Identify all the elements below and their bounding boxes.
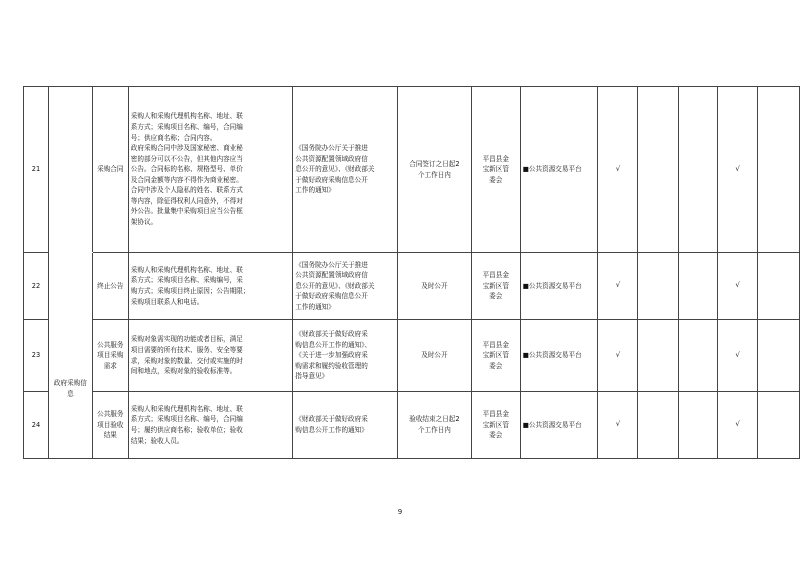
content-cell bbox=[128, 253, 293, 320]
empty-cell bbox=[638, 392, 679, 459]
row-number-cell: 24 bbox=[24, 392, 49, 459]
timing-cell bbox=[398, 320, 472, 392]
basis-cell-line: 息公开的意见》、《财政部关 bbox=[295, 165, 375, 174]
item-cell: 公共服务项目验收结果 bbox=[92, 392, 128, 459]
timing-cell bbox=[398, 253, 472, 320]
empty-cell bbox=[758, 392, 800, 459]
row-number-cell: 22 bbox=[24, 253, 49, 320]
channel-cell: ■公共资源交易平台 bbox=[520, 253, 598, 320]
item-cell: 终止公告 bbox=[92, 253, 128, 320]
subject-cell-line: 委会 bbox=[489, 292, 503, 301]
content-cell-line: 结果；验收人员。 bbox=[130, 436, 184, 445]
mark-cell-a: √ bbox=[598, 87, 638, 253]
content-cell-line: 系方式；采购项目名称、编号，合同编 bbox=[130, 123, 243, 132]
empty-cell bbox=[679, 87, 718, 253]
basis-cell-line: 工作的通知》 bbox=[295, 302, 335, 311]
subject-cell-line: 委会 bbox=[489, 431, 503, 440]
basis-cell-line: 于做好政府采购信息公开 bbox=[295, 292, 368, 301]
timing-cell-line: 及时公开 bbox=[421, 281, 448, 290]
mark-cell-b: √ bbox=[718, 320, 758, 392]
channel-cell: ■公共资源交易平台 bbox=[520, 87, 598, 253]
empty-cell bbox=[758, 253, 800, 320]
mark-cell-a: √ bbox=[598, 253, 638, 320]
content-cell-line: 求，采购对象的数量、交付或实施的时 bbox=[130, 356, 243, 365]
empty-cell bbox=[679, 320, 718, 392]
subject-cell-line: 平昌县金 bbox=[482, 340, 509, 349]
content-cell-line: 购方式；采购项目终止原因；公告期限； bbox=[130, 287, 250, 295]
basis-cell-line: 公共资源配置领域政府信 bbox=[295, 271, 368, 280]
subject-cell-line: 平昌县金 bbox=[482, 154, 509, 163]
timing-cell-line: 验收结束之日起2 bbox=[409, 415, 460, 424]
basis-cell-line: 《国务院办公厅关于推进 bbox=[295, 260, 368, 269]
content-cell-line: 号；供应商名称；合同内容。 bbox=[130, 133, 217, 142]
mark-cell-b: √ bbox=[718, 87, 758, 253]
subject-cell-line: 平昌县金 bbox=[482, 271, 509, 280]
item-cell: 公共服务项目采购需求 bbox=[92, 320, 128, 392]
subject-cell-line: 宝新区管 bbox=[482, 165, 509, 174]
basis-cell-line: 公共资源配置领域政府信 bbox=[295, 154, 368, 163]
table-row bbox=[24, 87, 800, 253]
content-cell-line: 采购项目联系人和电话。 bbox=[130, 297, 204, 306]
subject-cell bbox=[471, 87, 520, 253]
page-number: 9 bbox=[397, 508, 403, 516]
category-cell bbox=[48, 253, 92, 320]
timing-cell bbox=[398, 87, 472, 253]
empty-cell bbox=[679, 392, 718, 459]
item-cell: 采购合同 bbox=[92, 87, 128, 253]
basis-cell-line: 《国务院办公厅关于推进 bbox=[295, 144, 368, 153]
content-cell bbox=[128, 320, 293, 392]
basis-cell-line: 购信息公开工作的通知》、 bbox=[295, 340, 372, 349]
mark-cell-b: √ bbox=[718, 392, 758, 459]
subject-cell bbox=[471, 392, 520, 459]
table-row bbox=[24, 320, 800, 392]
content-cell-line: 系方式；采购项目名称、编号，合同编 bbox=[130, 415, 243, 424]
empty-cell bbox=[758, 320, 800, 392]
empty-cell bbox=[638, 87, 679, 253]
category-cell: 政府采购信息 bbox=[48, 320, 92, 459]
disclosure-table bbox=[23, 86, 800, 459]
content-cell-line: 架协议。 bbox=[130, 217, 158, 226]
basis-cell-line: 购信息公开工作的通知》 bbox=[295, 426, 368, 434]
content-cell-line: 及合同金额等内容不得作为商业秘密。 bbox=[130, 175, 243, 184]
basis-cell-line: 指导意见》 bbox=[295, 372, 329, 381]
subject-cell-line: 委会 bbox=[489, 361, 503, 370]
content-cell-line: 等内容，除征得权利人同意外，不得对 bbox=[130, 196, 243, 205]
subject-cell-line: 宝新区管 bbox=[482, 281, 509, 290]
mark-cell-a: √ bbox=[598, 392, 638, 459]
content-cell-line: 外公告。批量集中采购项目应当公告框 bbox=[130, 207, 243, 216]
content-cell-line: 公告。合同标的名称、规格型号、单价 bbox=[130, 165, 243, 174]
subject-cell bbox=[471, 253, 520, 320]
content-cell-line: 采购人和采购代理机构名称、地址、联 bbox=[130, 404, 243, 413]
table-row bbox=[24, 253, 800, 320]
subject-cell bbox=[471, 320, 520, 392]
basis-cell bbox=[293, 320, 398, 392]
category-cell bbox=[48, 87, 92, 253]
basis-cell-line: 《关于进一步加强政府采 bbox=[295, 351, 368, 360]
basis-cell-line: 购需求和履约验收管理的 bbox=[295, 361, 368, 370]
empty-cell bbox=[679, 253, 718, 320]
content-cell-line: 号；履约供应商名称；验收单位；验收 bbox=[130, 426, 243, 434]
timing-cell-line: 个工作日内 bbox=[417, 170, 451, 179]
timing-cell bbox=[398, 392, 472, 459]
content-cell bbox=[128, 392, 293, 459]
basis-cell-line: 工作的通知》 bbox=[295, 186, 335, 195]
content-cell bbox=[128, 87, 293, 253]
basis-cell bbox=[293, 392, 398, 459]
empty-cell bbox=[758, 87, 800, 253]
row-number-cell: 23 bbox=[24, 320, 49, 392]
content-cell-line: 采购人和采购代理机构名称、地址、联 bbox=[130, 112, 243, 121]
content-cell-line: 项目需要的所有技术、服务、安全等要 bbox=[130, 345, 243, 354]
basis-cell-line: 《财政部关于做好政府采 bbox=[295, 330, 368, 339]
channel-cell: ■公共资源交易平台 bbox=[520, 392, 598, 459]
channel-cell: ■公共资源交易平台 bbox=[520, 320, 598, 392]
subject-cell-line: 平昌县金 bbox=[482, 410, 509, 419]
empty-cell bbox=[638, 320, 679, 392]
content-cell-line: 采购对象需实现的功能或者目标，满足 bbox=[130, 335, 243, 344]
content-cell-line: 密的部分可以不公告，但其他内容应当 bbox=[130, 154, 243, 163]
table-row bbox=[24, 392, 800, 459]
subject-cell-line: 宝新区管 bbox=[482, 351, 509, 360]
basis-cell bbox=[293, 253, 398, 320]
content-cell-line: 合同中涉及个人隐私的姓名、联系方式 bbox=[130, 186, 243, 195]
content-cell-line: 系方式；采购项目名称、采购编号，采 bbox=[130, 276, 243, 285]
basis-cell bbox=[293, 87, 398, 253]
subject-cell-line: 委会 bbox=[489, 175, 503, 184]
timing-cell-line: 合同签订之日起2 bbox=[409, 159, 460, 168]
row-number-cell: 21 bbox=[24, 87, 49, 253]
mark-cell-a: √ bbox=[598, 320, 638, 392]
content-cell-line: 政府采购合同中涉及国家秘密、商业秘 bbox=[130, 144, 243, 153]
basis-cell-line: 息公开的意见》、《财政部关 bbox=[295, 281, 375, 290]
content-cell-line: 间和地点，采购对象的验收标准等。 bbox=[130, 367, 237, 376]
basis-cell-line: 《财政部关于做好政府采 bbox=[295, 415, 368, 424]
basis-cell-line: 于做好政府采购信息公开 bbox=[295, 175, 368, 184]
empty-cell bbox=[638, 253, 679, 320]
mark-cell-b: √ bbox=[718, 253, 758, 320]
timing-cell-line: 个工作日内 bbox=[417, 426, 451, 434]
content-cell-line: 采购人和采购代理机构名称、地址、联 bbox=[130, 265, 243, 274]
timing-cell-line: 及时公开 bbox=[421, 351, 448, 360]
subject-cell-line: 宝新区管 bbox=[482, 420, 509, 429]
